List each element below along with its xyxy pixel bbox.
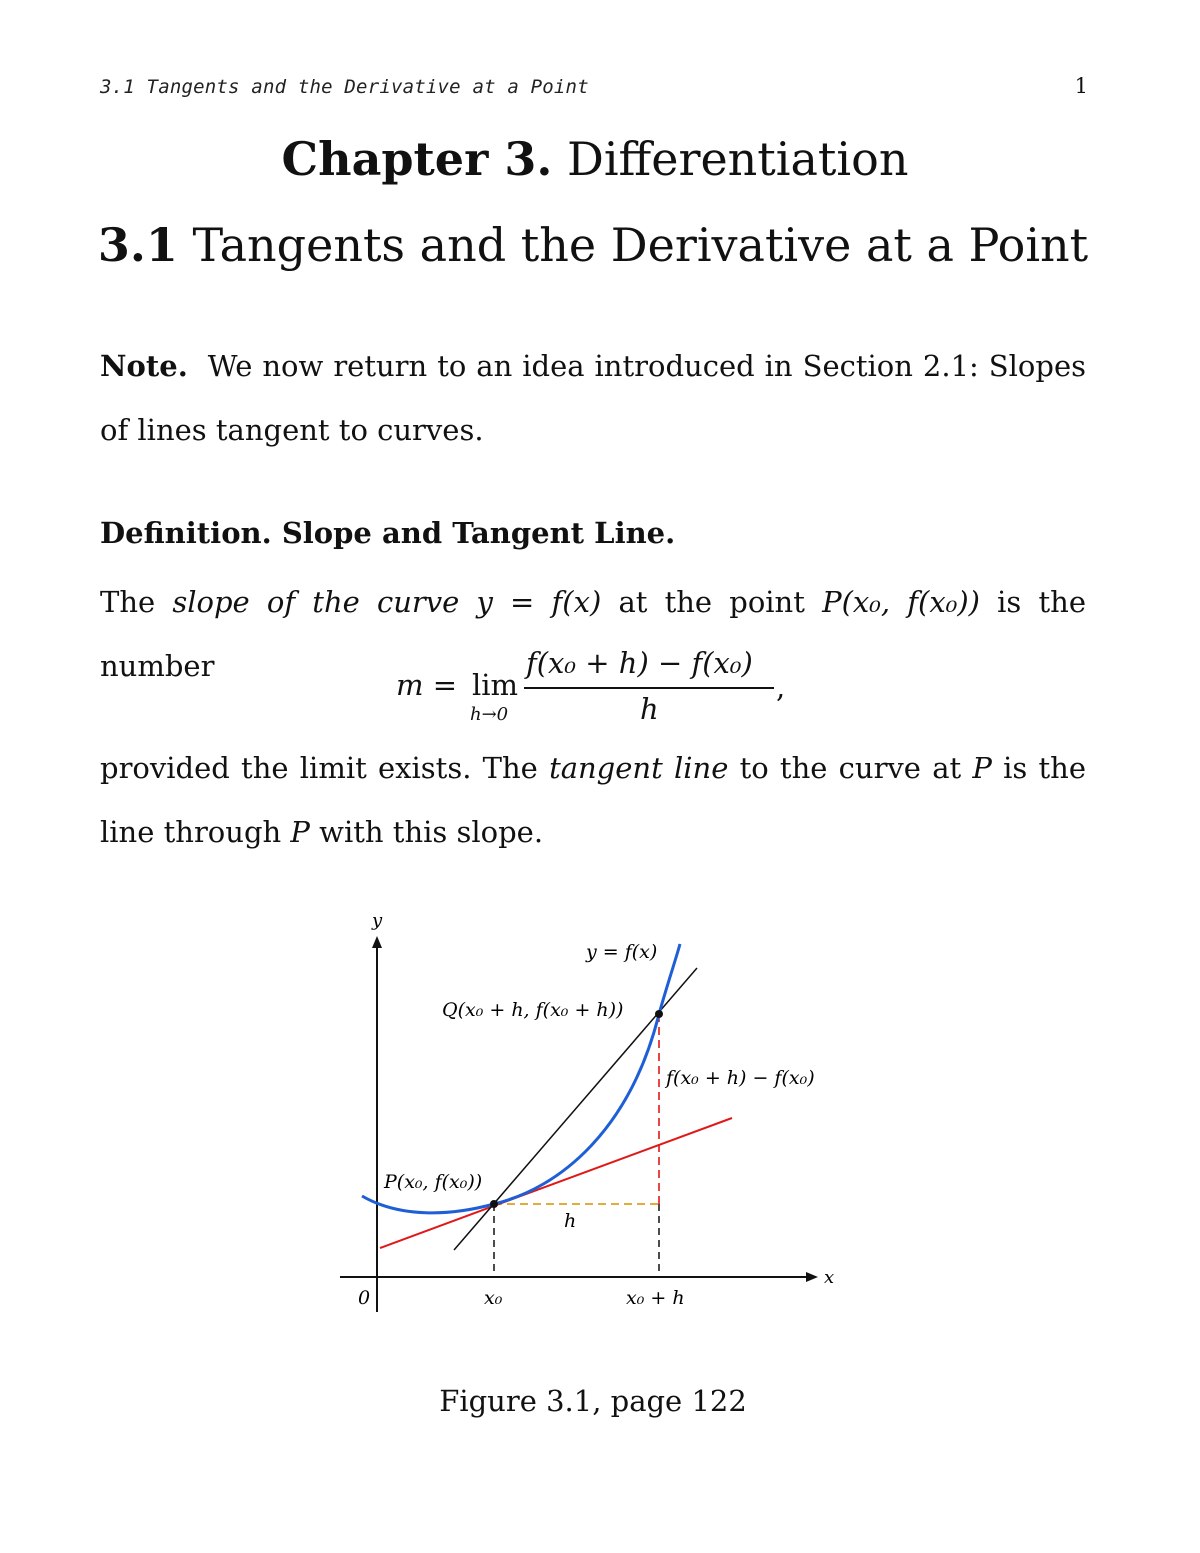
definition-tail-paragraph (100, 736, 1086, 864)
formula-comma: , (776, 670, 786, 704)
formula-lim-subscript: h→0 (470, 704, 509, 725)
rise-label: f(x₀ + h) − f(x₀) (666, 1067, 815, 1089)
x0-label: x₀ (484, 1287, 503, 1309)
section-title (0, 218, 1186, 272)
x0h-label: x₀ + h (626, 1287, 685, 1309)
def-italic-term: slope of the curve (172, 585, 460, 619)
def-text-end: is the number (100, 585, 1086, 683)
chapter-name: Differentiation (566, 132, 909, 186)
figure-caption: Figure 3.1, page 122 (439, 1384, 747, 1418)
def-math-curve: y = f(x) (476, 585, 602, 619)
fraction-bar (524, 687, 774, 689)
formula-denominator: h (640, 692, 659, 726)
tail-text-mid2: is the line through (100, 751, 1086, 849)
section-number: 3.1 (97, 218, 178, 272)
chapter-title (0, 132, 1190, 186)
tail-math-P2: P (290, 815, 310, 849)
def-text-mid: at the point (601, 585, 823, 619)
formula-lim: lim (472, 668, 519, 702)
tail-text-start: provided the limit exists. The (100, 751, 550, 785)
note-label: Note. (100, 349, 188, 383)
curve-label: y = f(x) (586, 941, 658, 963)
tail-text-mid: to the curve at (728, 751, 973, 785)
formula-lhs: m = (396, 668, 458, 702)
formula-numerator: f(x₀ + h) − f(x₀) (526, 646, 753, 680)
definition-heading: Definition. Slope and Tangent Line. (100, 516, 676, 550)
def-math-point: P(x₀, f(x₀)) (822, 585, 980, 619)
h-label: h (564, 1210, 577, 1232)
x-axis-arrow-icon (806, 1272, 818, 1282)
chapter-label: Chapter 3. (281, 132, 553, 186)
y-axis-label: y (372, 910, 383, 931)
note-text: We now return to an idea introduced in Section 2.1: Slopes of lines tangent to curves. (100, 349, 1087, 447)
def-text-start: The (100, 585, 173, 619)
y-axis-arrow-icon (372, 936, 382, 948)
tail-italic-term: tangent line (549, 751, 729, 785)
page-number: 1 (1074, 74, 1088, 98)
tail-text-end: with this slope. (309, 815, 544, 849)
x-axis-label: x (824, 1267, 835, 1288)
point-Q (655, 1010, 663, 1018)
tail-math-P: P (972, 751, 992, 785)
slope-formula (396, 640, 816, 730)
note-paragraph (100, 334, 1086, 462)
running-head: 3.1 Tangents and the Derivative at a Point (100, 76, 589, 98)
point-P (490, 1200, 498, 1208)
P-label: P(x₀, f(x₀)) (384, 1171, 483, 1193)
origin-label: 0 (358, 1287, 371, 1309)
Q-label: Q(x₀ + h, f(x₀ + h)) (442, 999, 624, 1021)
section-name: Tangents and the Derivative at a Point (192, 218, 1089, 272)
tangent-figure (330, 900, 870, 1330)
